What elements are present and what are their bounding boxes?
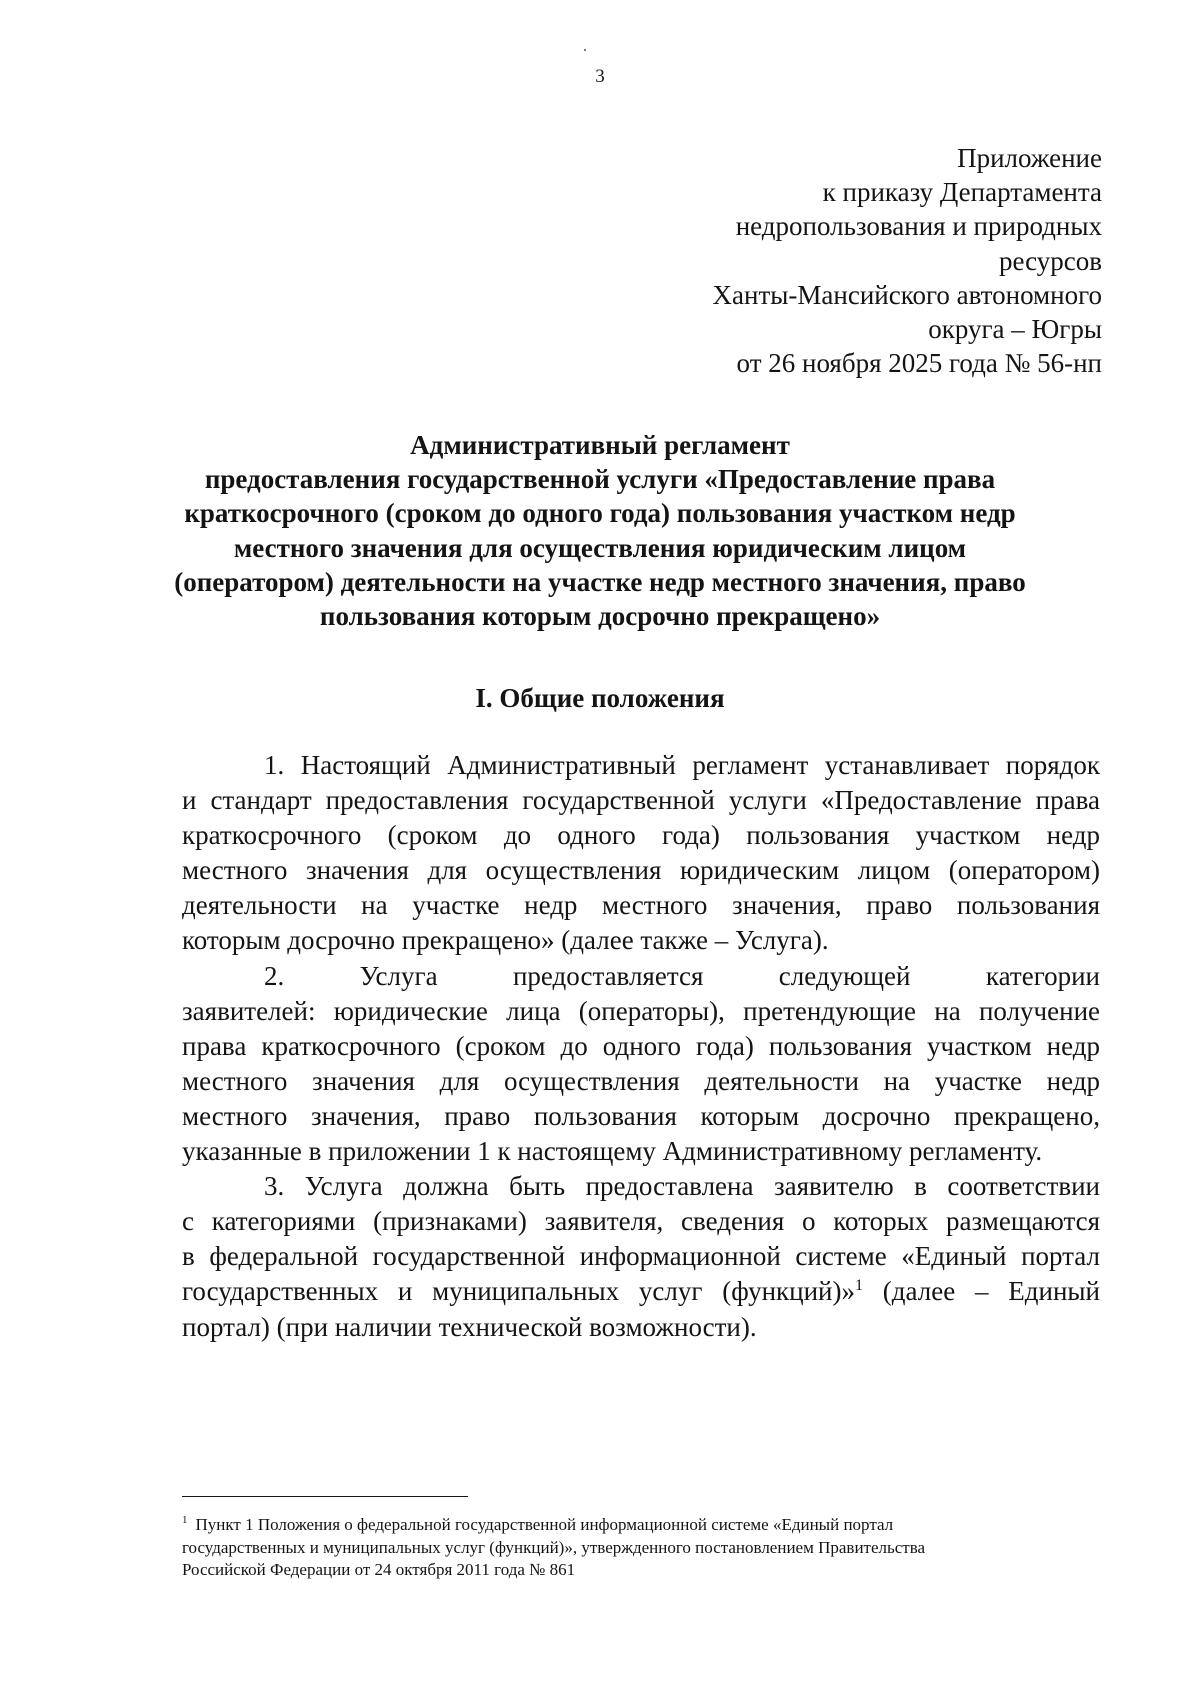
appendix-line: к приказу Департамента [822, 177, 1102, 208]
paragraph-2-line: указанные в приложении 1 к настоящему Административному регламенту. [182, 1136, 1043, 1167]
paragraph-2-line: заявителей: юридические лица (операторы), претендующие на получение [182, 995, 1100, 1026]
section-heading: I. Общие положения [475, 683, 725, 713]
appendix-line: Приложение [957, 143, 1102, 173]
paragraph-3-line: с категориями (признаками) заявителя, сведения о которых размещаются [182, 1206, 1100, 1237]
title-line: пользования которым досрочно прекращено» [319, 601, 881, 632]
paragraph-3-text: государственных и муниципальных услуг (функций)» [182, 1276, 855, 1307]
document-title [150, 428, 1050, 633]
paragraph-3-text: (далее – Единый [862, 1276, 1101, 1307]
footnote-mark: 1 [182, 1514, 188, 1527]
appendix-date-line: от 26 ноября 2025 года № 56-нп [736, 348, 1102, 379]
body-text [182, 748, 1100, 1345]
paragraph-3-line: 3. Услуга должна быть предоставлена заявителю в соответствии [264, 1171, 1100, 1202]
footnote-line: государственных и муниципальных услуг (функций)», утвержденного постановлением Правительства [182, 1537, 926, 1557]
paragraph-1-line: местного значения для осуществления юридическим лицом (оператором) [182, 855, 1100, 886]
paragraph-1-line: деятельности на участке недр местного значения, право пользования [182, 890, 1100, 921]
paragraph-2-line: местного значения для осуществления деятельности на участке недр [182, 1065, 1100, 1096]
appendix-line: округа – Югры [928, 314, 1102, 345]
appendix-line: ресурсов [998, 245, 1102, 276]
footnote-line [182, 1514, 1100, 1537]
scan-speck [584, 49, 586, 51]
page-number: 3 [595, 66, 605, 87]
appendix-block [713, 141, 1102, 380]
appendix-line: недропользования и природных [735, 211, 1102, 242]
paragraph-2-line: 2. Услуга предоставляется следующей категории [264, 960, 1100, 991]
appendix-line: Ханты-Мансийского автономного [712, 279, 1102, 310]
paragraph-1-line: которым досрочно прекращено» (далее также – Услуга). [182, 925, 829, 956]
footnote-block [182, 1514, 1100, 1582]
title-line: Административный регламент [410, 430, 790, 460]
footnote-divider [182, 1496, 468, 1497]
paragraph-3-line: в федеральной государственной информационной системе «Единый портал [182, 1241, 1100, 1272]
title-line: краткосрочного (сроком до одного года) пользования участком недр [184, 498, 1016, 529]
title-line: (оператором) деятельности на участке недр местного значения, право [174, 566, 1026, 597]
paragraph-2-line: местного значения, право пользования которым досрочно прекращено, [182, 1100, 1100, 1131]
paragraph-1-line: 1. Настоящий Административный регламент устанавливает порядок [264, 750, 1100, 780]
footnote-reference[interactable]: 1 [854, 1277, 863, 1295]
title-line: местного значения для осуществления юридическим лицом [233, 532, 967, 563]
paragraph-1-line: краткосрочного (сроком до одного года) пользования участком недр [182, 820, 1100, 851]
footnote-line: Российской Федерации от 24 октября 2011 года № 861 [182, 1560, 576, 1579]
paragraph-3-line: портал) (при наличии технической возможности). [182, 1311, 757, 1342]
paragraph-3-line [182, 1274, 1100, 1309]
title-line: предоставления государственной услуги «Предоставление права [204, 464, 996, 495]
paragraph-2-line: права краткосрочного (сроком до одного года) пользования участком недр [182, 1030, 1100, 1061]
footnote-text: Пункт 1 Положения о федеральной государственной информационной системе «Единый портал [195, 1515, 894, 1534]
paragraph-1-line: и стандарт предоставления государственной услуги «Предоставление права [182, 785, 1100, 816]
